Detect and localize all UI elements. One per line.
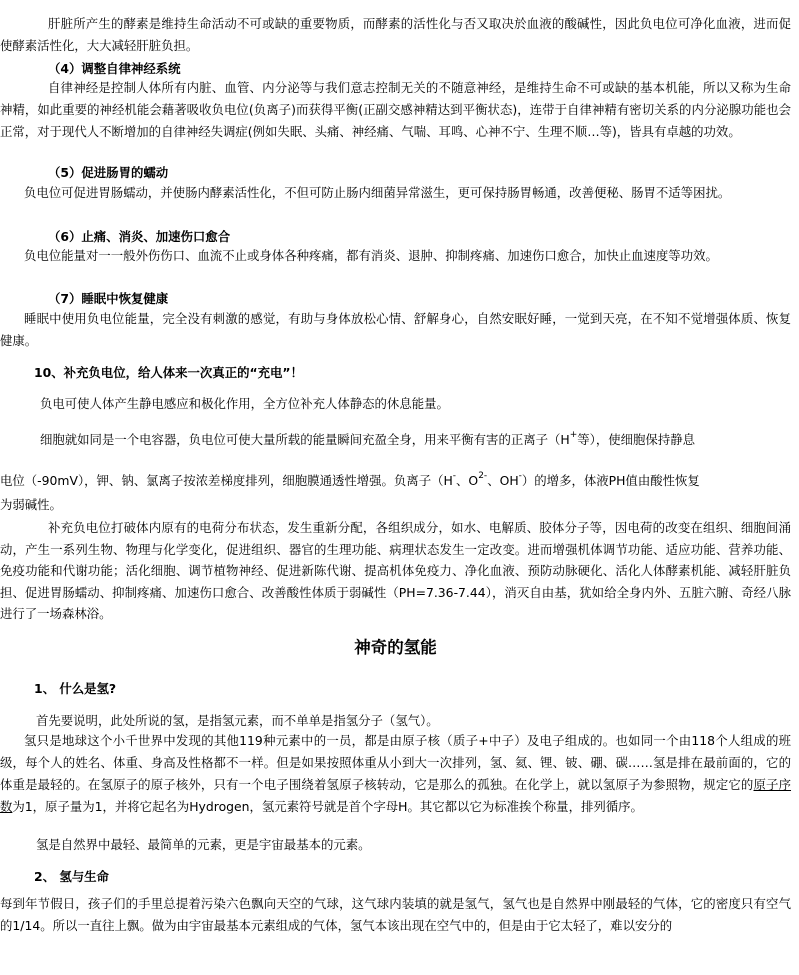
paragraph-hydrogen-definition: 首先要说明，此处所说的氢，是指氢元素，而不单单是指氢分子（氢气）。 (36, 713, 439, 728)
hydrogen-element-text-1: 氢只是地球这个小千世界中发现的其他119种元素中的一员，都是由原子核（质子+中子）及电子组成的。也如同一个由118个人组成的班级，每个人的姓名、体重、身高及性格都不一样。但是如果按照体重从小到大一次排列，氢、氦、锂、铍、硼、碳……氢是排在最前面的，它的体重是最轻的。在氢原子的原子核外，只有一个电子围绕着氢原子核转动，它是那么的孤独。在化学上，就以氢原子为参照物，规定它的 (0, 733, 791, 792)
superscript-2minus: 2- (478, 471, 488, 481)
heading-charge-body: 10、补充负电位，给人体来一次真正的“充电”！ (34, 365, 303, 380)
paragraph-balloons: 每到年节假日，孩子们的手里总提着污染六色飘向天空的气球，这气球内装填的就是氢气，氢气也是自然界中刚最轻的气体，它的密度只有空气的1/14。所以一直往上飘。做为由宇宙最基本元素组成的气体，氢气本该出现在空气中的，但是由于它太轻了，难以安分的 (0, 896, 791, 933)
capacitor-text-1: 细胞就如同是一个电容器，负电位可使大量所载的能量瞬间充盈全身，用来平衡有害的正离子（H (40, 432, 570, 447)
paragraph-sleep-recovery: 睡眠中使用负电位能量，完全没有刺激的感觉，有助与身体放松心情、舒解身心，自然安眠好睡，一觉到天亮，在不知不觉增强体质、恢复健康。 (0, 311, 791, 348)
paragraph-pain-relief: 负电位能量对一一般外伤伤口、血流不止或身体各种疼痛，都有消炎、退肿、抑制疼痛、加速伤口愈合，加快止血速度等功效。 (24, 248, 718, 263)
paragraph-intestinal-motility: 负电位可促进胃肠蠕动，并使肠内酵素活性化，不但可防止肠内细菌异常滋生，更可保持肠胃畅通，改善便秘、肠胃不适等困扰。 (24, 185, 731, 200)
paragraph-capacitor-line2 (0, 472, 700, 492)
capacitor-text-2: 等），使细胞保持静息 (577, 432, 695, 447)
paragraph-lightest-element: 氢是自然界中最轻、最简单的元素，更是宇宙最基本的元素。 (36, 837, 371, 852)
superscript-plus: + (569, 430, 578, 440)
heading-autonomic-nerves: （4）调整自律神经系统 (48, 61, 181, 76)
superscript-minus-h: - (452, 471, 457, 481)
heading-pain-relief: （6）止痛、消炎、加速伤口愈合 (48, 229, 231, 244)
heading-intestinal-motility: （5）促进肠胃的蠕动 (48, 165, 169, 180)
paragraph-liver-enzymes: 肝脏所产生的酵素是维持生命活动不可或缺的重要物质，而酵素的活性化与否又取决於血液的酸碱性，因此负电位可净化血液，进而促使酵素活性化，大大减轻肝脏负担。 (0, 16, 791, 53)
atomic-number-link[interactable]: 原子序数 (0, 777, 792, 814)
superscript-minus-oh: - (518, 471, 522, 481)
capacitor-text-4: 、O (456, 473, 479, 488)
paragraph-charge-distribution: 补充负电位打破体内原有的电荷分布状态，发生重新分配，各组织成分，如水、电解质、胶体分子等，因电荷的改变在组织、细胞间涌动，产生一系列生物、物理与化学变化，促进组织、器官的生理功能、病理状态发生一定改变。进而增强机体调节功能、适应功能、营养功能、免疫功能和代谢功能；活化细胞、调节植物神经、促进新陈代谢、提高机体免疫力、净化血液、预防动脉硬化、活化人体酵素机能、减轻肝脏负担、促进胃肠蠕动、抑制疼痛、加速伤口愈合、改善酸性体质于弱碱性（PH=7.36-7.44），消灭自由基，犹如给全身内外、五脏六腑、奇经八脉进行了一场森林浴。 (0, 520, 791, 621)
heading-hydrogen-life: 2、 氢与生命 (34, 869, 109, 884)
capacitor-text-5: 、OH (487, 473, 519, 488)
section-title: 神奇的氢能 (354, 638, 437, 657)
paragraph-static-induction: 负电可使人体产生静电感应和极化作用，全方位补充人体静态的休息能量。 (40, 396, 449, 411)
capacitor-text-3: 电位（-90mV），钾、钠、氯离子按浓差梯度排列，细胞膜通透性增强。负离子（H (0, 473, 453, 488)
paragraph-capacitor-line3: 为弱碱性。 (0, 497, 62, 512)
paragraph-capacitor-line1 (40, 431, 695, 451)
paragraph-autonomic-nerves: 自律神经是控制人体所有内脏、血管、内分泌等与我们意志控制无关的不随意神经，是维持生命不可或缺的基本机能，所以又称为生命神精，如此重要的神经机能会藉著吸收负电位(负离子)而获得平衡(正副交感神精达到平衡状态)，连带于自律神精有密切关系的内分泌腺功能也会正常，对于现代人不断增加的自律神经失调症(例如失眠、头痛、神经痛、气喘、耳鸣、心神不宁、生理不顺…等)，皆具有卓越的功效。 (0, 80, 791, 139)
heading-sleep-recovery: （7）睡眠中恢复健康 (48, 291, 169, 306)
paragraph-hydrogen-element (0, 730, 791, 818)
capacitor-text-6: ）的增多，体液PH值由酸性恢复 (521, 473, 700, 488)
hydrogen-element-text-2: 为1，原子量为1，并将它起名为Hydrogen，氢元素符号就是首个字母H。其它都以它为标准挨个称量，排列循序。 (12, 799, 643, 814)
heading-what-is-hydrogen: 1、 什么是氢? (34, 681, 117, 696)
